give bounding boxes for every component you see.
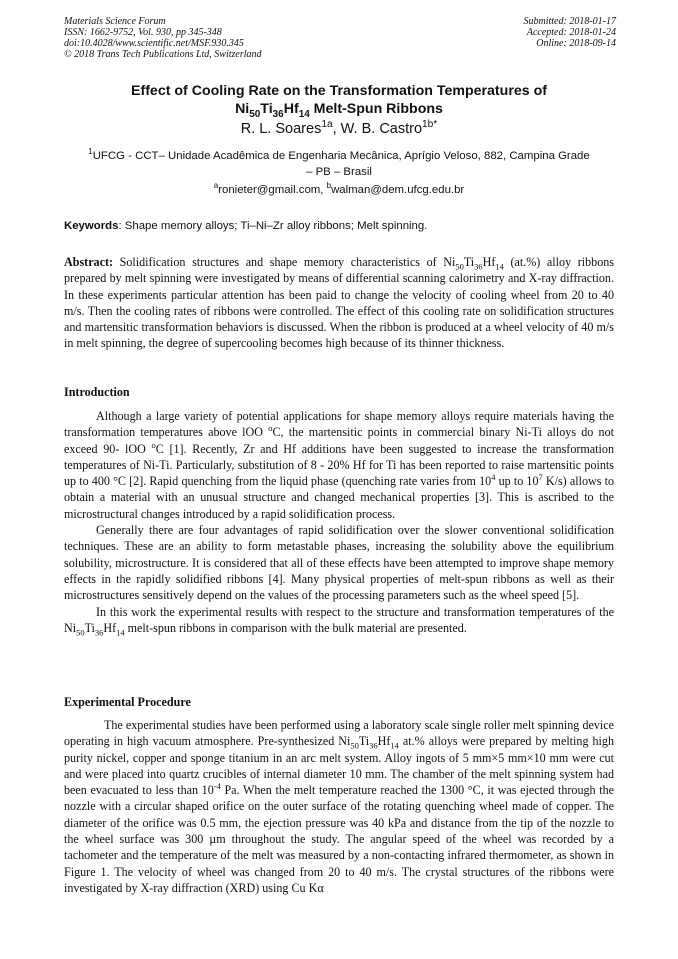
copyright-line: © 2018 Trans Tech Publications Ltd, Switzerland <box>64 49 262 60</box>
submitted-date: Submitted: 2018-01-17 <box>523 16 616 27</box>
paper-title <box>64 82 614 118</box>
author-emails: $^a$ronieter@gmail.com, $^b$walman@dem.ufcg.edu.br <box>213 181 465 196</box>
affiliation: $^1$UFCG - CCT– Unidade Acadêmica de Engenharia Mecânica, Aprígio Veloso, 882, Campina Grade – PB – Brasil <box>88 147 590 178</box>
exp-paragraph-1: The experimental studies have been performed using a laboratory scale single roller melt spinning device operating in high vacuum atmosphere. Pre-synthesized $Ni_{50}Ti_{36}Hf_{14}$ at.% alloys were prepared by melting high purity nickel, copper and sponge titanium in an arc melt system. Alloy ingots of 5 mm×5 mm×10 mm were cut and were placed into quartz crucibles of internal diameter 10 mm. The chamber of the melt spinning system had been evacuated to less than $10^{-4}$ Pa. When the melt temperature reached the 1300 °C, it was ejected through the nozzle with a circular shaped orifice on the outer surface of the rotating quenching wheel made of copper. The diameter of the orifice was 0.5 mm, the ejection pressure was 40 kPa and distance from the tip of the nozzle to the wheel surface was 300 µm throughout the study. The angular speed of the wheel was recorded by a tachometer and the temperature of the melt was measured by a non-contacting infrared thermometer, as shown in Figure 1. The velocity of wheel was changed from 20 to 40 m/s. The crystal structures of the ribbons were investigated by X-ray diffraction (XRD) using Cu Kα <box>64 718 615 895</box>
accepted-date: Accepted: 2018-01-24 <box>526 27 616 38</box>
dates-header <box>524 16 617 49</box>
keywords-text: : Shape memory alloys; Ti–Ni–Zr alloy ribbons; Melt spinning. <box>118 220 428 232</box>
title-line-1: Effect of Cooling Rate on the Transformation Temperatures of <box>131 83 547 99</box>
keywords <box>64 219 614 234</box>
author-2-affil: 1b* <box>422 119 438 131</box>
experimental-heading: Experimental Procedure <box>64 695 191 709</box>
email-a[interactable]: ronieter@gmail.com <box>218 184 321 196</box>
abstract: Abstract: Solidification structures and shape memory characteristics of $Ni_{50}Ti_{36}Hf_{14}$ (at.%) alloy ribbons prepared by melt spinning were investigated by means of differential scanning calorimetry and X-ray diffraction. In these experiments particular attention has been paid to change the velocity of cooling wheel from 20 to 40 m/s. Then the cooling rates of ribbons were controlled. The effect of this cooling rate on solidification structures and martensitic transformation behaviors is discussed. When the ribbon is produced at a wheel velocity of 40 m/s in melt spinning, the degree of supercooling becomes high because of its thinner thickness. <box>64 255 614 351</box>
online-date: Online: 2018-09-14 <box>536 38 616 49</box>
intro-paragraph-2: Generally there are four advantages of rapid solidification over the slower conventional solidification techniques. These are an ability to form metastable phases, increasing the solubility above the equilibrium solubility, microstructure. It is considered that all of these effects have been attempted to improve shape memory effects in the rapidly solidified ribbons [4]. Many physical properties of melt-spun ribbons as well as their microstructures sensitively depend on the values of the processing parameters such as the wheel speed [5]. <box>64 523 614 603</box>
author-list: R. L. Soares$^{1a}$, W. B. Castro$^{1b*}$ <box>240 119 438 137</box>
journal-name: Materials Science Forum <box>64 16 166 27</box>
author-1-affil: 1a <box>321 119 333 131</box>
journal-header <box>64 16 262 60</box>
introduction-body <box>64 408 614 636</box>
issn-line: ISSN: 1662-9752, Vol. 930, pp 345-348 <box>64 27 222 38</box>
title-line-2: $Ni_{50}Ti_{36}Hf_{14}$ Melt-Spun Ribbons <box>235 101 443 120</box>
keywords-label: Keywords <box>64 220 119 232</box>
abstract-label: Abstract: <box>64 255 114 269</box>
introduction-heading: Introduction <box>64 385 130 399</box>
author-2: W. B. Castro <box>340 121 423 137</box>
author-1: R. L. Soares <box>240 121 322 137</box>
doi-line: doi:10.4028/www.scientific.net/MSF.930.345 <box>64 38 244 49</box>
experimental-body <box>64 717 614 896</box>
intro-paragraph-1: Although a large variety of potential applications for shape memory alloys require materials having the transformation temperatures above lOO $^o$C, the martensitic points in commercial binary Ni-Ti alloys do not exceed 90- lOO $^o$C [1]. Recently, Zr and Hf additions have been suggested to increase the transformation temperatures of Ni-Ti. Particularly, substitution of 8 - 20% Hf for Ti has been reported to raise martensitic points up to 400 °C [2]. Rapid quenching from the liquid phase (quenching rate varies from $10^4$ up to $10^7$ K/s) allows to obtain a material with an unusual structure and changed mechanical properties [3]. This is ascribed to the microstructural changes introduced by a rapid solidification process. <box>64 409 614 521</box>
email-b[interactable]: walman@dem.ufcg.edu.br <box>331 184 465 196</box>
intro-paragraph-3: In this work the experimental results with respect to the structure and transformation temperatures of the $Ni_{50}Ti_{36}Hf_{14}$ melt-spun ribbons in comparison with the bulk material are presented. <box>64 604 614 638</box>
